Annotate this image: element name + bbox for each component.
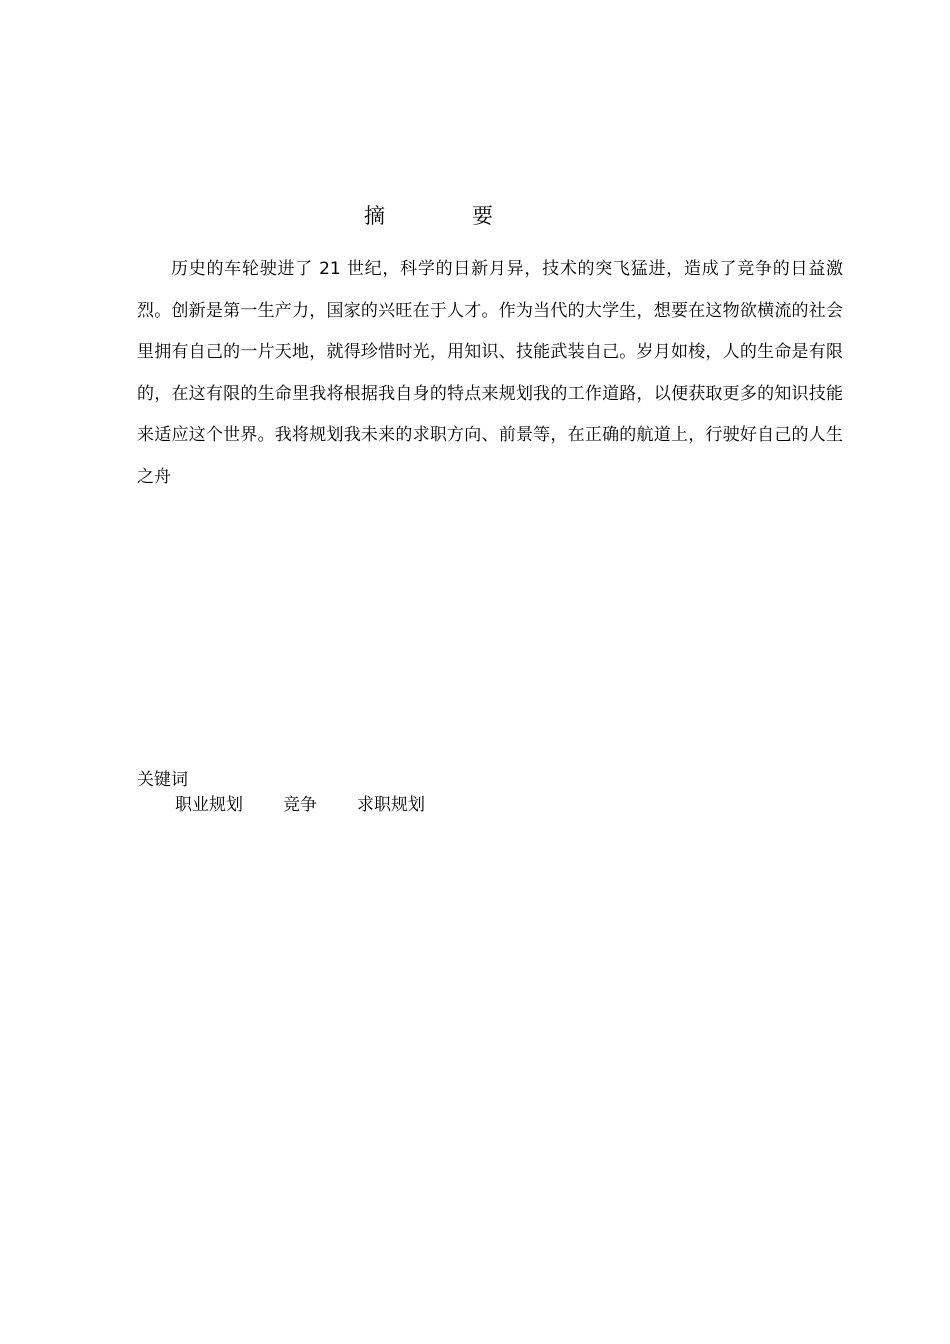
abstract-paragraph: 历史的车轮驶进了 21 世纪，科学的日新月异，技术的突飞猛进，造成了竞争的日益激烈。创新是第一生产力，国家的兴旺在于人才。作为当代的大学生，想要在这物欲横流的社会里拥有自己的一片天地，就得珍惜时光，用知识、技能武装自己。岁月如梭，人的生命是有限的，在这有限的生命里我将根据我自身的特点来规划我的工作道路，以便获取更多的知识技能来适应这个世界。我将规划我未来的求职方向、前景等，在正确的航道上，行驶好自己的人生之舟	[137, 259, 843, 487]
keywords-list	[175, 793, 465, 817]
keyword-item: 求职规划	[357, 795, 425, 815]
abstract-title	[330, 200, 530, 232]
keyword-item: 职业规划	[175, 795, 243, 815]
keyword-item: 竞争	[283, 795, 317, 815]
keywords-heading: 关键词	[137, 770, 188, 790]
abstract-title-char-1: 摘	[364, 204, 385, 228]
abstract-title-char-2: 要	[472, 204, 493, 228]
